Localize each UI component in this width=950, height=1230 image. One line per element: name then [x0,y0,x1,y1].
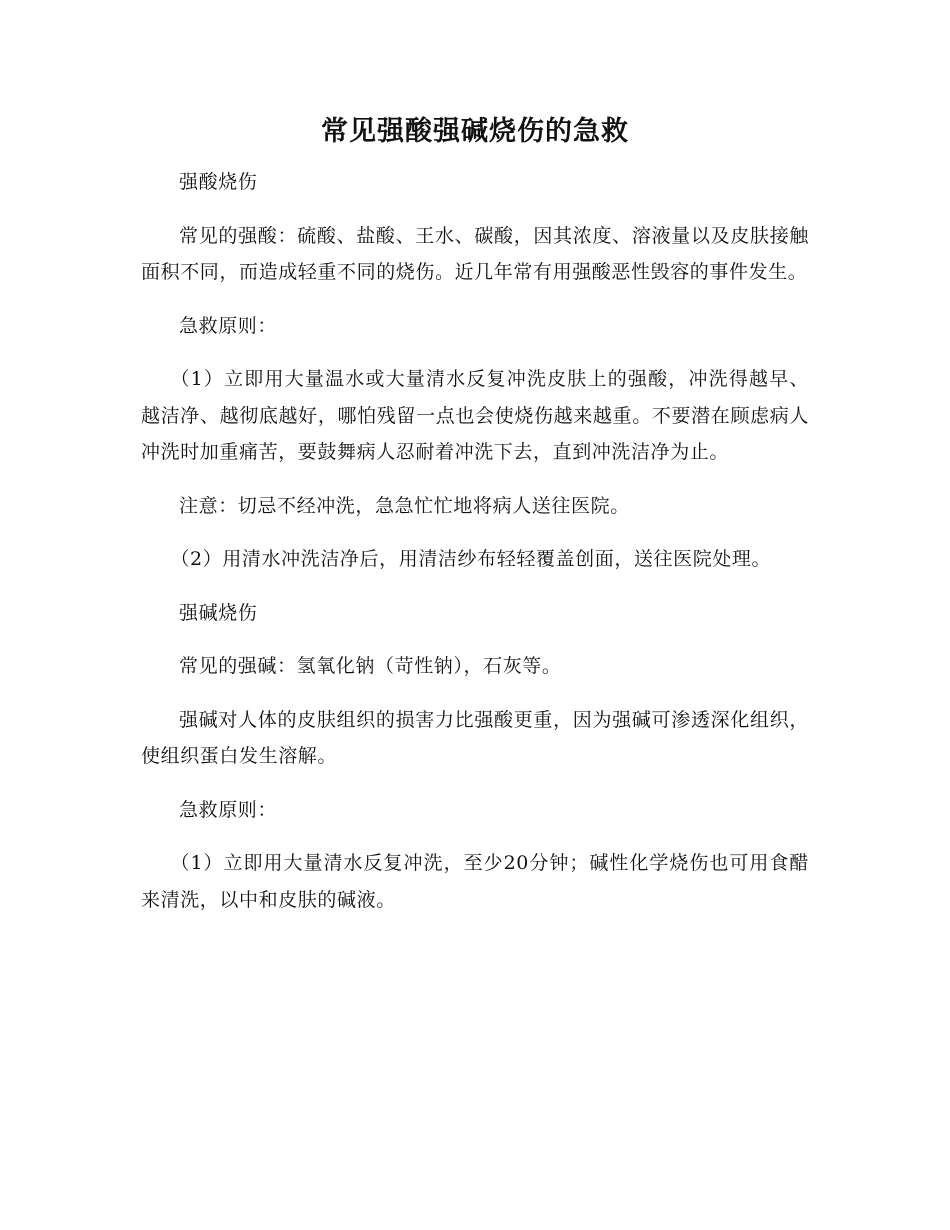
paragraph-acid-note: 注意：切忌不经冲洗，急急忙忙地将病人送往医院。 [179,494,630,517]
paragraph-acid-principle-heading: 急救原则： [179,314,278,337]
document-title: 常见强酸强碱烧伤的急救 [321,116,629,147]
section-heading-alkali: 强碱烧伤 [179,601,258,624]
section-heading-acid: 强酸烧伤 [179,171,258,193]
paragraph-acid-step-1: （1）立即用大量温水或大量清水反复冲洗皮肤上的强酸，冲洗得越早、越洁净、越彻底越好，哪怕残留一点也会使烧伤越来越重。不要潜在顾虑病人冲洗时加重痛苦，要鼓舞病人忍耐着冲洗下去，直到冲洗洁净为止。 [141,368,809,463]
paragraph-alkali-damage: 强碱对人体的皮肤组织的损害力比强酸更重，因为强碱可渗透深化组织，使组织蛋白发生溶解。 [141,708,809,767]
paragraph-alkali-step-1: （1）立即用大量清水反复冲洗，至少20分钟；碱性化学烧伤也可用食醋来清洗，以中和皮肤的碱液。 [141,852,809,911]
paragraph-acid-intro: 常见的强酸：硫酸、盐酸、王水、碳酸，因其浓度、溶液量以及皮肤接触面积不同，而造成轻重不同的烧伤。近几年常有用强酸恶性毁容的事件发生。 [141,224,809,283]
paragraph-alkali-principle-heading: 急救原则： [179,798,278,821]
document-body [141,164,809,935]
paragraph-alkali-intro: 常见的强碱：氢氧化钠（苛性钠），石灰等。 [179,655,562,677]
paragraph-acid-step-2: （2）用清水冲洗洁净后，用清洁纱布轻轻覆盖创面，送往医院处理。 [170,548,772,570]
